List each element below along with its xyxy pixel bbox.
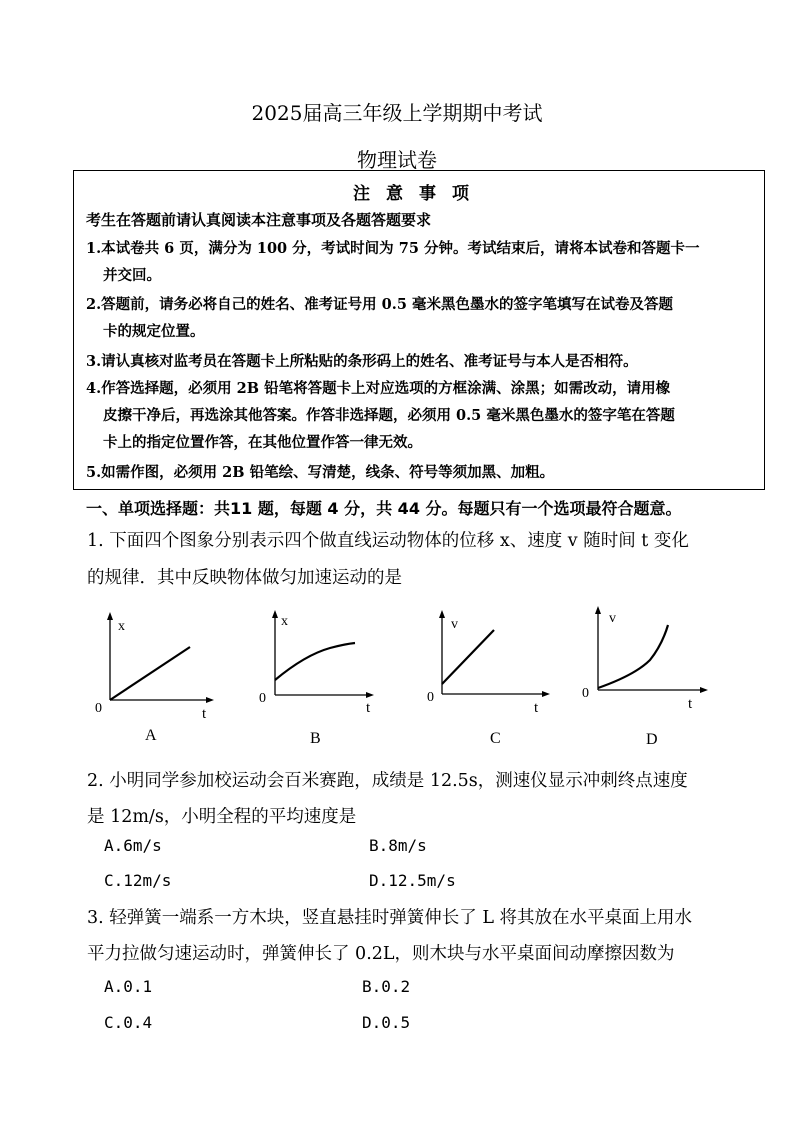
graph-c-curve — [442, 630, 494, 684]
graph-b-yaxis: x — [281, 614, 288, 629]
graph-d-label: D — [646, 731, 658, 748]
notice-item-2 — [86, 291, 758, 345]
q2-line1: 2. 小明同学参加校运动会百米赛跑，成绩是 12.5s，测速仪显示冲刺终点速度 — [87, 771, 688, 791]
graph-d-curve — [598, 625, 668, 688]
exam-title: 2025届高三年级上学期期中考试 — [251, 101, 543, 125]
q2-option-a: A.6m/s — [104, 836, 162, 855]
notice-item-2-line1: 2.答题前，请务必将自己的姓名、准考证号用 0.5 毫米黑色墨水的签字笔填写在试卷及答题 — [86, 296, 673, 313]
q3-option-b: B.0.2 — [362, 977, 411, 996]
notice-item-2-line2: 卡的规定位置。 — [103, 323, 205, 340]
graph-d-yaxis: v — [609, 611, 616, 626]
q1-line1: 1. 下面四个图象分别表示四个做直线运动物体的位移 x、速度 v 随时间 t 变化 — [87, 531, 689, 551]
notice-box — [73, 170, 765, 490]
graph-d — [582, 606, 708, 748]
graph-a — [95, 612, 214, 744]
q2-option-b: B.8m/s — [369, 836, 427, 855]
graph-b-origin: 0 — [259, 691, 266, 706]
graph-a-xaxis: t — [202, 706, 207, 722]
q3-option-d: D.0.5 — [362, 1013, 411, 1032]
graph-c-label: C — [490, 730, 501, 747]
graph-c-origin: 0 — [427, 690, 434, 705]
graph-a-label: A — [145, 727, 157, 744]
notice-item-4-line1: 4.作答选择题，必须用 2B 铅笔将答题卡上对应选项的方框涂满、涂黑；如需改动，请用橡 — [86, 380, 671, 397]
graph-a-origin: 0 — [95, 701, 102, 716]
notice-item-4-line2: 皮擦干净后，再选涂其他答案。作答非选择题，必须用 0.5 毫米黑色墨水的签字笔在答题 — [103, 407, 675, 424]
q3-line2: 平力拉做匀速运动时，弹簧伸长了 0.2L，则木块与水平桌面间动摩擦因数为 — [87, 944, 675, 964]
q1-line2: 的规律．其中反映物体做匀加速运动的是 — [87, 568, 402, 588]
notice-item-1-line2: 并交回。 — [103, 267, 161, 284]
exam-subject: 物理试卷 — [357, 148, 437, 172]
notice-item-4-line3: 卡上的指定位置作答，在其他位置作答一律无效。 — [103, 434, 422, 451]
notice-item-4 — [86, 375, 758, 456]
q2-option-d: D.12.5m/s — [369, 871, 456, 890]
graph-c-yaxis: v — [451, 617, 458, 632]
graph-d-origin: 0 — [582, 686, 589, 701]
notice-item-5 — [86, 459, 758, 486]
graph-b-curve — [275, 643, 355, 680]
q3-option-a: A.0.1 — [104, 977, 153, 996]
q3-option-c: C.0.4 — [104, 1013, 153, 1032]
graph-b-xaxis: t — [366, 700, 371, 716]
graph-d-xaxis: t — [688, 696, 693, 712]
graph-c-xaxis: t — [534, 700, 539, 716]
notice-item-3 — [86, 348, 758, 375]
graph-c — [427, 610, 550, 747]
notice-item-1 — [86, 235, 758, 289]
section-heading: 一、单项选择题：共11 题，每题 4 分，共 44 分。每题只有一个选项最符合题意。 — [86, 499, 682, 518]
q3-line1: 3. 轻弹簧一端系一方木块，竖直悬挂时弹簧伸长了 L 将其放在水平桌面上用水 — [87, 908, 693, 928]
graph-a-curve — [110, 647, 190, 700]
notice-item-1-line1: 1.本试卷共 6 页，满分为 100 分，考试时间为 75 分钟。考试结束后，请将本试卷和答题卡一 — [86, 240, 700, 257]
graph-b — [259, 610, 374, 747]
graph-a-yaxis: x — [118, 619, 125, 634]
notice-heading: 注意事项 — [353, 184, 485, 204]
notice-item-3-line1: 3.请认真核对监考员在答题卡上所粘贴的条形码上的姓名、准考证号与本人是否相符。 — [86, 353, 638, 370]
q2-option-c: C.12m/s — [104, 871, 172, 890]
q1-graphs — [90, 600, 730, 760]
graph-b-label: B — [310, 730, 321, 747]
notice-item-5-line1: 5.如需作图，必须用 2B 铅笔绘、写清楚，线条、符号等须加黑、加粗。 — [86, 464, 555, 481]
notice-intro: 考生在答题前请认真阅读本注意事项及各题答题要求 — [86, 211, 432, 229]
q2-line2: 是 12m/s，小明全程的平均速度是 — [87, 807, 357, 827]
